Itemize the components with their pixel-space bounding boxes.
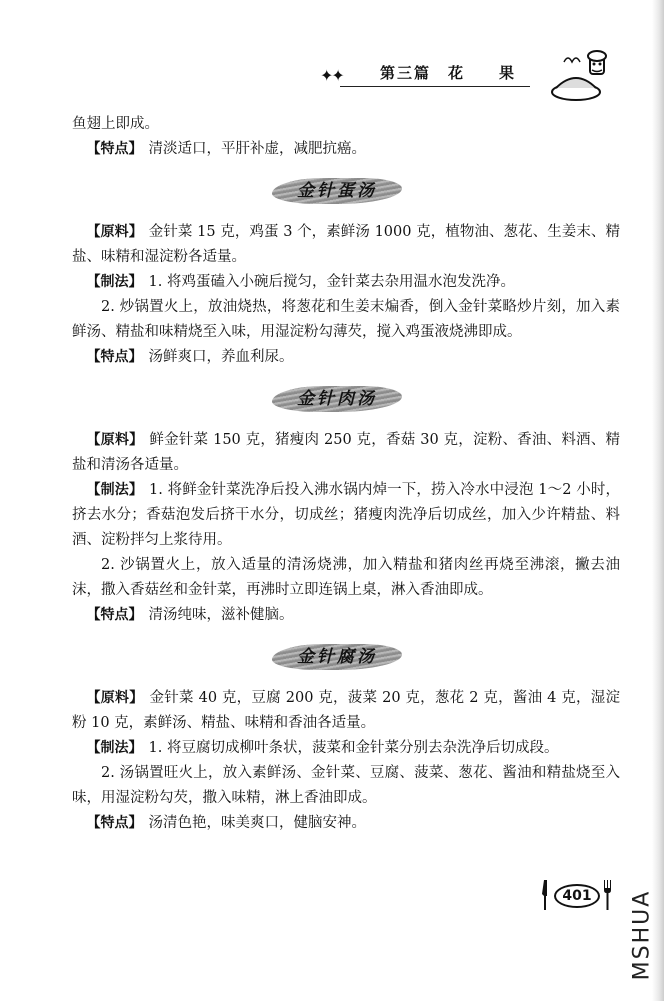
ingredients	[72, 220, 620, 270]
method-step-2: 2. 炒锅置火上，放油烧热，将葱花和生姜末煸香，倒入金针菜略炒片刻，加入素鲜汤、精盐和味精烧至入味，用湿淀粉勾薄芡，搅入鸡蛋液烧沸即成。	[72, 299, 620, 340]
page-edge-shadow	[652, 0, 664, 1001]
feature-tag: 【特点】	[86, 815, 143, 831]
intro-feature	[72, 137, 620, 162]
watermark	[622, 880, 662, 990]
method-tag: 【制法】	[86, 740, 143, 756]
ingredients	[72, 428, 620, 478]
page-number: 401	[554, 884, 600, 908]
feature-text: 汤清色艳，味美爽口，健脑安神。	[148, 815, 366, 831]
feature	[72, 603, 620, 628]
method-step-text: 1. 将鸡蛋磕入小碗后搅匀，金针菜去杂用温水泡发洗净。	[148, 274, 515, 290]
intro-line: 鱼翅上即成。	[72, 116, 159, 132]
feature-text: 汤鲜爽口，养血利尿。	[148, 349, 294, 365]
recipe-title-banner	[72, 638, 620, 678]
feature-tag: 【特点】	[86, 349, 143, 365]
feature	[72, 345, 620, 370]
feature-tag: 【特点】	[86, 141, 143, 157]
sparkle-icon: ✦✦	[320, 66, 343, 85]
method-step-text: 1. 将鲜金针菜洗净后投入沸水锅内焯一下，捞入冷水中浸泡 1～2 小时，挤去水分；香菇泡发后挤干水分，切成丝；猪瘦肉洗净后切成丝，加入少许精盐、料酒、淀粉拌匀上浆待用。	[72, 482, 620, 548]
watermark-text: MSHUA	[629, 889, 655, 981]
ingredients-text: 鲜金针菜 150 克，猪瘦肉 250 克，香菇 30 克，淀粉、香油、料酒、精盐和清汤各适量。	[72, 432, 620, 473]
ingredients-tag: 【原料】	[86, 224, 143, 240]
feature-text: 清淡适口，平肝补虚，减肥抗癌。	[148, 141, 366, 157]
recipe-title: 金针腐汤	[297, 647, 377, 667]
method-step-2: 2. 沙锅置火上，放入适量的清汤烧沸，加入精盐和猪肉丝再烧至沸滚，撇去油沫，撒入香菇丝和金针菜，再沸时立即连锅上桌，淋入香油即成。	[72, 557, 620, 598]
running-header	[320, 58, 580, 94]
ingredients-tag: 【原料】	[86, 690, 144, 706]
method-step-1	[72, 270, 620, 295]
recipe-title-banner	[72, 380, 620, 420]
ingredients-tag: 【原料】	[86, 432, 144, 448]
chef-pot-icon	[550, 48, 610, 102]
method-step-1	[72, 736, 620, 761]
fork-icon	[602, 880, 616, 910]
recipe-title: 金针蛋汤	[297, 181, 377, 201]
feature	[72, 811, 620, 836]
header-rule	[340, 86, 530, 87]
method-tag: 【制法】	[86, 274, 143, 290]
recipe-title: 金针肉汤	[297, 389, 377, 409]
ingredients-text: 金针菜 40 克，豆腐 200 克，菠菜 20 克，葱花 2 克，酱油 4 克，湿淀粉 10 克，素鲜汤、精盐、味精和香油各适量。	[72, 690, 621, 731]
page-footer	[540, 876, 620, 916]
method-step-1	[72, 478, 620, 553]
page-body	[72, 112, 620, 836]
method-step-2: 2. 汤锅置旺火上，放入素鲜汤、金针菜、豆腐、菠菜、葱花、酱油和精盐烧至入味，用湿淀粉勾芡，撒入味精，淋上香油即成。	[72, 765, 620, 806]
ingredients-text: 金针菜 15 克，鸡蛋 3 个，素鲜汤 1000 克，植物油、葱花、生姜末、精盐、味精和湿淀粉各适量。	[72, 224, 621, 265]
feature-text: 清汤纯味，滋补健脑。	[148, 607, 294, 623]
knife-icon	[540, 880, 550, 910]
method-step-text: 1. 将豆腐切成柳叶条状，菠菜和金针菜分别去杂洗净后切成段。	[148, 740, 559, 756]
ingredients	[72, 686, 620, 736]
feature-tag: 【特点】	[86, 607, 143, 623]
recipe-title-banner	[72, 172, 620, 212]
chapter-title: 第三篇 花 果	[380, 64, 517, 82]
method-tag: 【制法】	[86, 482, 144, 498]
